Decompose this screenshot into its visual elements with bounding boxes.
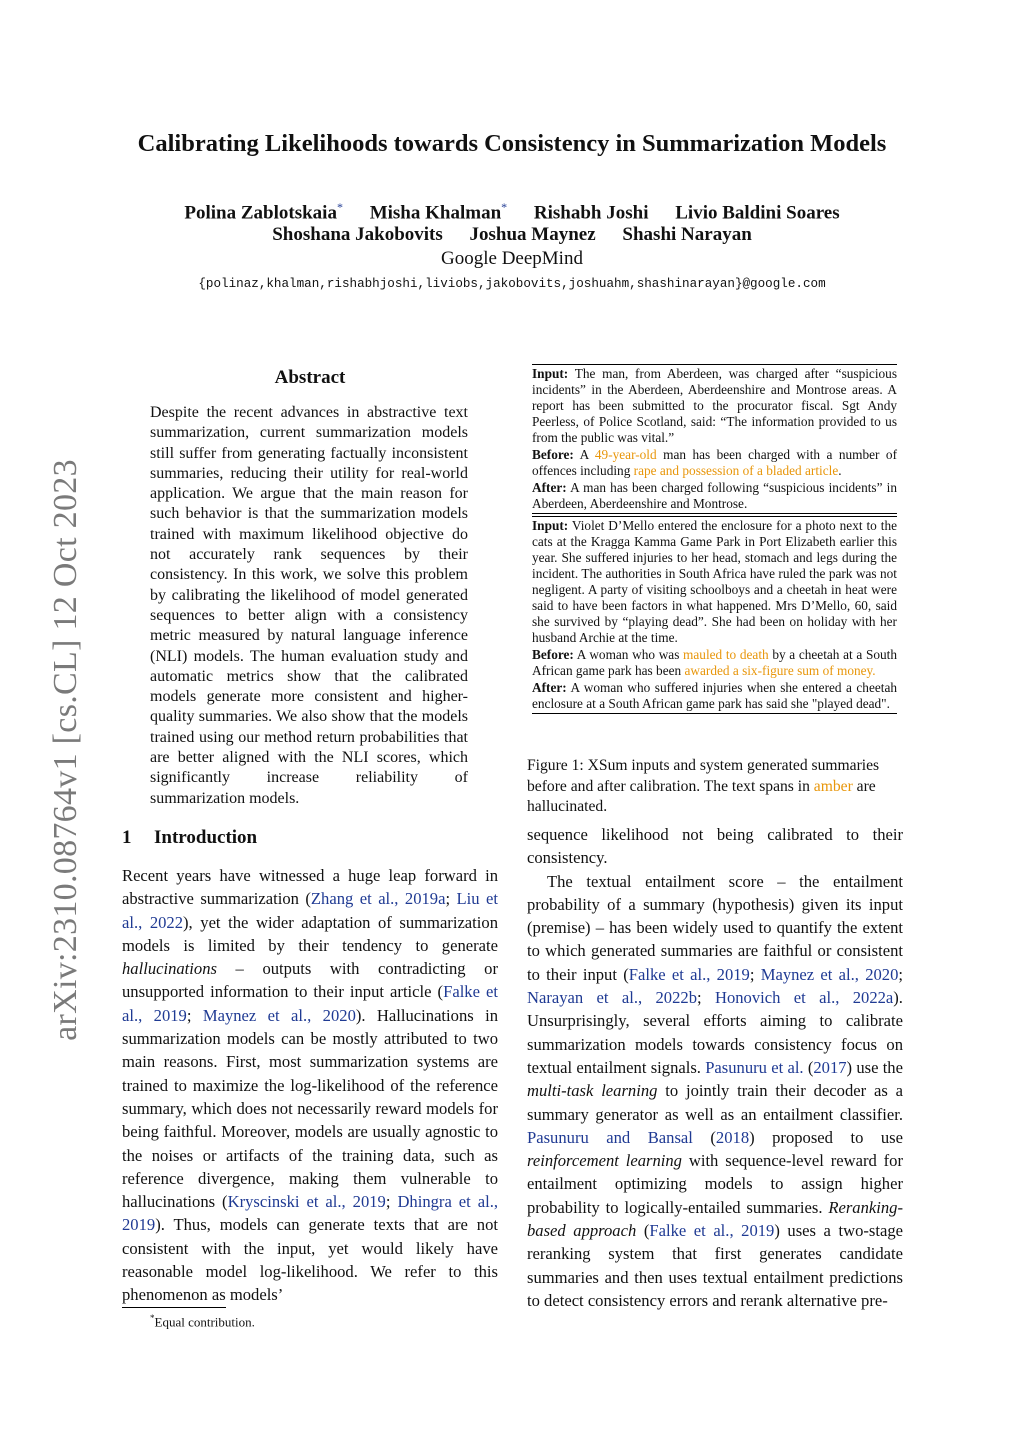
introduction-paragraph: Recent years have witnessed a huge leap forward in abstractive summarization (Zhang et al., 2019a; Liu et al., 2022), yet the wider adaptation of summarization models is limited by their tendency to generate hallucinations – outputs with contradicting or unsupported information to their input article (Falke et al., 2019; Maynez et al., 2020). Hallucinations in summarization models can be mostly attributed to two main reasons. First, most summarization systems are trained to maximize the log-likelihood of the reference summary, which does not necessarily reward models for being faithful. Moreover, models are usually agnostic to the noises or artifacts of the training data, such as reference divergence, making them vulnerable to hallucinations (Kryscinski et al., 2019; Dhingra et al., 2019). Thus, models can generate texts that are not consistent with the input, yet would likely have reasonable model log-likelihood. We refer to this phenomenon as models’: [122, 866, 499, 1305]
citation-link[interactable]: 2017: [813, 1057, 847, 1077]
citation-link[interactable]: Zhang et al., 2019a: [310, 889, 446, 909]
paragraph: The textual entailment score – the entailment probability of a summary (hypothesis) given its input (premise) – has been widely used to quantify the extent to which generated summaries are faithful or consistent to their input (Falke et al., 2019; Maynez et al., 2020; Narayan et al., 2022b; Honovich et al., 2022a). Unsurprisingly, several efforts aiming to calibrate summarization models towards consistency focus on textual entailment signals. Pasunuru et al. (2017) use the multi-task learning to jointly train their decoder as a summary generator as well as an entailment classifier. Pasunuru and Bansal (2018) proposed to use reinforcement learning with sequence-level reward for entailment optimizing models to assign higher probability to logically-entailed summaries. Reranking-based approach (Falke et al., 2019) uses a two-stage reranking system that first generates candidate summaries and then uses textual entailment predictions to detect consistency errors and rerank alternative pre-: [527, 871, 904, 1310]
author: Shashi Narayan: [622, 224, 752, 245]
hallucinated-span: 49-year-old: [594, 447, 657, 462]
hallucinated-span: awarded a six-figure sum of money.: [684, 663, 876, 678]
paper-title: Calibrating Likelihoods towards Consistency in Summarization Models: [137, 130, 887, 157]
citation-link[interactable]: Maynez et al., 2020: [760, 964, 899, 984]
citation-link[interactable]: Kryscinski et al., 2019: [227, 1192, 386, 1212]
abstract-text: Despite the recent advances in abstractive text summarization, current summarization models still suffer from generating factually inconsistent summaries, reducing their utility for real-world application. We argue that the main reason for such behavior is that the summarization models trained with maximum likelihood objective do not accurately rank sequences by their consistency. In this work, we solve this problem by calibrating the likelihood of model generated sequences to better align with a consistency metric measured by natural language inference (NLI) models. The human evaluation study and automatic metrics show that the calibrated models generate more consistent and higher-quality summaries. We also show that the models trained using our method return probabilities that are better aligned with the NLI scores, which significantly increase reliability of summarization models.: [150, 404, 468, 807]
author: Polina Zablotskaia: [184, 202, 337, 224]
citation-link[interactable]: Falke et al., 2019: [122, 982, 498, 1025]
author: Shoshana Jakobovits: [272, 224, 443, 245]
footnote: *Equal contribution.: [150, 1313, 255, 1330]
footnote-rule: [122, 1307, 226, 1308]
paragraph: sequence likelihood not being calibrated to their consistency.: [527, 825, 903, 868]
affiliation: Google DeepMind: [441, 248, 583, 269]
right-column-text: [527, 823, 903, 1312]
author: Rishabh Joshi: [533, 202, 649, 224]
citation-link[interactable]: Honovich et al., 2022a: [714, 988, 894, 1008]
example-1: Input: The man, from Aberdeen, was charged after “suspicious incidents” in the Aberdeen, Aberdeenshire and Montrose areas. A report has been submitted to the procurator fiscal. Sgt Andy Peerless, of Police Scotland, said: “The information provided to us from the public was vital.” Before: A 49-year-old man has been charged with a number of offences including rape and possession of a bladed article. After: A man has been charged following “suspicious incidents” in Aberdeen, Aberdeenshire and Montrose.: [532, 366, 898, 511]
author-emails: {polinaz,khalman,rishabhjoshi,liviobs,jakobovits,joshuahm,shashinarayan}@google.com: [198, 277, 826, 291]
citation-link[interactable]: Dhingra et al., 2019: [122, 1192, 499, 1235]
citation-link[interactable]: Falke et al., 2019: [628, 964, 750, 984]
author: Livio Baldini Soares: [675, 202, 840, 224]
example-2: Input: Violet D’Mello entered the enclosure for a photo next to the cats at the Kragga Kamma Game Park in Port Elizabeth earlier this year. She suffered injuries to her head, stomach and legs during the incident. The authorities in South Africa have ruled the park was not negligent. A party of visiting schoolboys and a cheetah in heat were said to have been factors in what happened. Mrs D’Mello, 60, said she survived by “playing dead”. She had been on holiday with her husband Archie at the time. Before: A woman who was mauled to death by a cheetah at a South African game park has been awarded a six-figure sum of money. After: A woman who suffered injuries when she entered a cheetah enclosure at a South African game park has said she "played dead".: [532, 518, 898, 711]
figure-1-table: [532, 364, 897, 714]
citation-link[interactable]: Pasunuru et al.: [705, 1057, 804, 1077]
citation-link[interactable]: Pasunuru and Bansal: [527, 1127, 693, 1147]
section-heading-introduction: 1 Introduction: [122, 827, 258, 848]
citation-link[interactable]: 2018: [715, 1127, 750, 1147]
citation-link[interactable]: Falke et al., 2019: [649, 1221, 775, 1241]
author-line-1: Polina Zablotskaia* Misha Khalman* Rishabh Joshi Livio Baldini Soares: [184, 200, 840, 224]
citation-link[interactable]: Liu et al., 2022: [122, 889, 498, 932]
citation-link[interactable]: Narayan et al., 2022b: [527, 988, 697, 1008]
abstract-heading: Abstract: [274, 367, 346, 388]
hallucinated-span: mauled to death: [683, 647, 769, 662]
author-line-2: [60, 224, 964, 246]
figure-1-caption: Figure 1: XSum inputs and system generated summaries before and after calibration. The text spans in amber are hallucinated.: [527, 757, 880, 815]
citation-link[interactable]: Maynez et al., 2020: [202, 1005, 356, 1025]
hallucinated-span: rape and possession of a bladed article: [633, 463, 839, 478]
author: Joshua Maynez: [469, 224, 596, 245]
author: Misha Khalman: [369, 202, 502, 224]
